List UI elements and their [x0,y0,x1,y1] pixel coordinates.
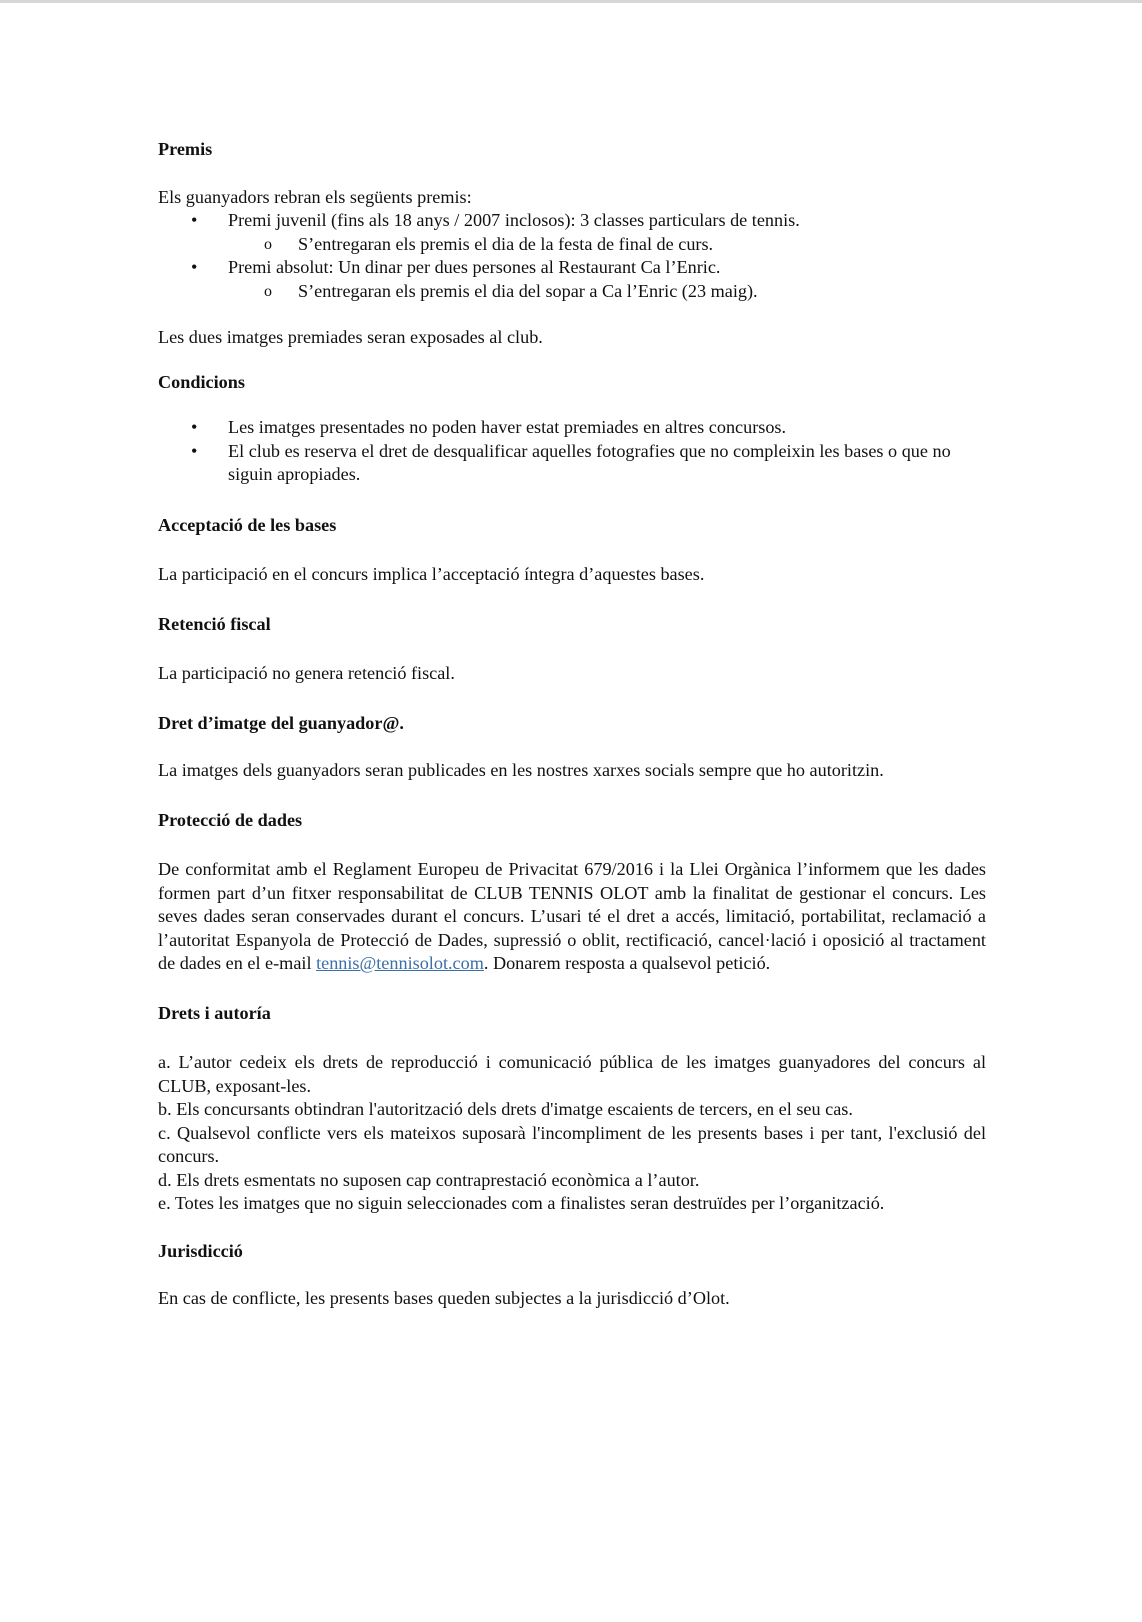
heading-dret-imatge: Dret d’imatge del guanyador@. [158,712,404,733]
heading-proteccio: Protecció de dades [158,809,303,830]
heading-premis: Premis [158,139,213,159]
proteccio-text-after: . Donarem resposta a qualsevol petició. [483,953,771,973]
heading-retencio: Retenció fiscal [158,613,271,634]
drets-autoria-a: a. L’autor cedeix els drets de reproducció i comunicació pública de les imatges guanyadores del concurs al CLUB, exposant-les. [158,1052,986,1096]
heading-drets-autoria: Drets i autoría [158,1002,271,1023]
proteccio-text-before: De conformitat amb el Reglament Europeu de Privacitat 679/2016 i la Llei Orgànica l’informem que les dades formen part d’un fitxer responsabilitat de CLUB TENNIS OLOT amb la finalitat de gestionar el concurs. Les seves dades seran conservades durant el concurs. L’usari té el dret a accés, limitació, portabilitat, reclamació a l’autoritat Espanyola de Protecció de Dades, supressió o oblit, rectificació, cancel·lació i oposició al tractament de dades en el e-mail [158,859,986,973]
premis-item-juvenil: Premi juvenil (fins als 18 anys / 2007 inclosos): 3 classes particulars de tennis. [228,210,800,230]
document-page [158,138,986,1311]
list-item [158,233,986,257]
list-item [158,440,986,487]
heading-condicions: Condicions [158,371,245,392]
premis-closing: Les dues imatges premiades seran exposades al club. [158,327,543,347]
bullet-disc-icon: • [191,257,198,277]
condicions-item-1: Les imatges presentades no poden haver estat premiades en altres concursos. [228,417,787,437]
window-top-border [0,0,1142,3]
premis-item-juvenil-sub: S’entregaran els premis el dia de la festa de final de curs. [298,233,714,254]
bullet-disc-icon: • [191,440,198,461]
retencio-text: La participació no genera retenció fiscal. [158,663,455,683]
bullet-circle-icon: o [264,282,272,300]
drets-autoria-c: c. Qualsevol conflicte vers els mateixos suposarà l'incompliment de les presents bases i per tant, l'exclusió del concurs. [158,1122,986,1166]
list-item [158,416,986,440]
premis-item-absolut-sub: S’entregaran els premis el dia del sopar a Ca l’Enric (23 maig). [298,280,758,301]
drets-autoria-b: b. Els concursants obtindran l'autorització dels drets d'imatge escaients de tercers, en el seu cas. [158,1099,853,1119]
condicions-list [158,416,986,487]
heading-jurisdiccio: Jurisdicció [158,1240,243,1261]
list-item [158,256,986,280]
acceptacio-text: La participació en el concurs implica l’acceptació íntegra d’aquestes bases. [158,564,705,584]
condicions-item-2: El club es reserva el dret de desqualificar aquelles fotografies que no compleixin les bases o que no siguin apropiades. [228,440,951,484]
proteccio-text [158,858,986,976]
bullet-circle-icon: o [264,235,272,253]
jurisdiccio-text: En cas de conflicte, les presents bases queden subjectes a la jurisdicció d’Olot. [158,1288,730,1308]
heading-acceptacio: Acceptació de les bases [158,514,337,535]
list-item [158,209,986,233]
bullet-disc-icon: • [191,417,198,437]
dret-imatge-text: La imatges dels guanyadors seran publicades en les nostres xarxes socials sempre que ho autoritzin. [158,760,884,780]
list-item [158,280,986,304]
email-link[interactable]: tennis@tennisolot.com [316,953,484,973]
drets-autoria-d: d. Els drets esmentats no suposen cap contraprestació econòmica a l’autor. [158,1169,700,1190]
premis-list [158,209,986,303]
premis-item-absolut: Premi absolut: Un dinar per dues persones al Restaurant Ca l’Enric. [228,257,721,277]
drets-autoria-e: e. Totes les imatges que no siguin seleccionades com a finalistes seran destruïdes per l’organització. [158,1193,885,1213]
bullet-disc-icon: • [191,210,198,230]
premis-intro: Els guanyadors rebran els següents premis: [158,186,472,207]
